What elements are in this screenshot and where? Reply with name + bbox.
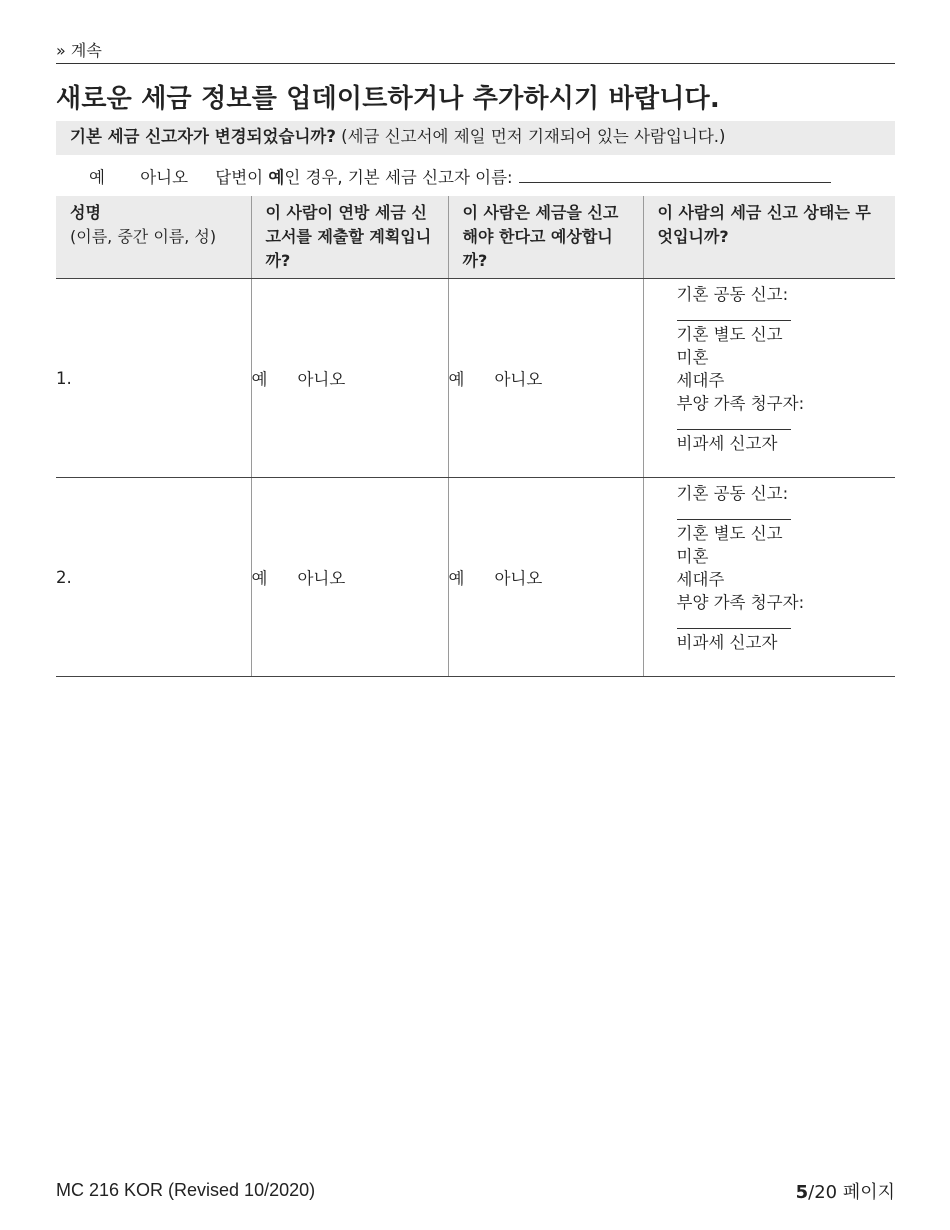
form-id: MC 216 KOR (Revised 10/2020) xyxy=(56,1180,316,1200)
page-number xyxy=(796,1178,895,1204)
primary-filer-question-band xyxy=(56,121,895,155)
if-yes-pre: 답변이 xyxy=(215,168,264,187)
header-name-label: 성명 xyxy=(70,203,101,222)
primary-filer-question: 기본 세금 신고자가 변경되었습니까? xyxy=(70,127,336,146)
expect-file-options xyxy=(448,279,643,478)
if-yes-post: 인 경우, 기본 세금 신고자 이름: xyxy=(284,168,513,187)
header-expect-file: 이 사람은 세금을 신고해야 한다고 예상합니까? xyxy=(448,196,643,279)
dependent-claimer-field[interactable] xyxy=(677,614,791,629)
plan-file-yes[interactable]: 예 xyxy=(251,569,268,588)
expect-file-options xyxy=(448,478,643,677)
plan-file-options xyxy=(251,478,448,677)
filing-status-cell xyxy=(643,279,895,478)
page-current: 5 xyxy=(795,1182,809,1203)
filing-status-cell xyxy=(643,478,895,677)
plan-file-no[interactable]: 아니오 xyxy=(297,569,346,588)
header-name-sub: (이름, 중간 이름, 성) xyxy=(70,227,217,246)
page-total: /20 페이지 xyxy=(808,1182,895,1203)
table-row xyxy=(56,478,895,677)
status-dependent[interactable]: 부양 가족 청구자: xyxy=(676,593,805,612)
table-header-row xyxy=(56,196,895,279)
tax-info-table xyxy=(56,196,895,677)
expect-file-yes[interactable]: 예 xyxy=(448,370,465,389)
plan-file-options xyxy=(251,279,448,478)
section-title: 새로운 세금 정보를 업데이트하거나 추가하시기 바랍니다. xyxy=(56,84,720,114)
status-non-filer[interactable]: 비과세 신고자 xyxy=(676,434,778,453)
status-non-filer[interactable]: 비과세 신고자 xyxy=(676,633,778,652)
header-status: 이 사람의 세금 신고 상태는 무엇입니까? xyxy=(643,196,895,279)
plan-file-no[interactable]: 아니오 xyxy=(297,370,346,389)
header-plan-file: 이 사람이 연방 세금 신고서를 제출할 계획입니까? xyxy=(251,196,448,279)
status-married-separate[interactable]: 기혼 별도 신고 xyxy=(676,325,783,344)
status-dependent[interactable]: 부양 가족 청구자: xyxy=(676,394,805,413)
row-number: 2. xyxy=(56,478,251,677)
dependent-claimer-field[interactable] xyxy=(677,415,791,430)
primary-filer-question-note: (세금 신고서에 제일 먼저 기재되어 있는 사람입니다.) xyxy=(341,127,726,146)
status-head-household[interactable]: 세대주 xyxy=(676,371,725,390)
row-number: 1. xyxy=(56,279,251,478)
primary-filer-answer-row xyxy=(56,164,895,188)
married-joint-spouse-field[interactable] xyxy=(677,505,791,520)
header-name xyxy=(56,196,251,279)
continued-label: » 계속 xyxy=(56,41,102,60)
table-row xyxy=(56,279,895,478)
status-married-joint[interactable]: 기혼 공동 신고: xyxy=(676,484,789,503)
married-joint-spouse-field[interactable] xyxy=(677,306,791,321)
status-married-separate[interactable]: 기혼 별도 신고 xyxy=(676,524,783,543)
if-yes-instruction xyxy=(215,168,512,187)
top-divider xyxy=(56,63,895,64)
primary-filer-name-field[interactable] xyxy=(519,168,831,183)
plan-file-yes[interactable]: 예 xyxy=(251,370,268,389)
expect-file-no[interactable]: 아니오 xyxy=(494,370,543,389)
if-yes-bold: 예 xyxy=(268,168,285,187)
status-head-household[interactable]: 세대주 xyxy=(676,570,725,589)
primary-filer-yes-option[interactable]: 예 xyxy=(89,168,105,187)
expect-file-no[interactable]: 아니오 xyxy=(494,569,543,588)
status-single[interactable]: 미혼 xyxy=(676,547,709,566)
expect-file-yes[interactable]: 예 xyxy=(448,569,465,588)
status-married-joint[interactable]: 기혼 공동 신고: xyxy=(676,285,789,304)
primary-filer-no-option[interactable]: 아니오 xyxy=(140,168,189,187)
status-single[interactable]: 미혼 xyxy=(676,348,709,367)
